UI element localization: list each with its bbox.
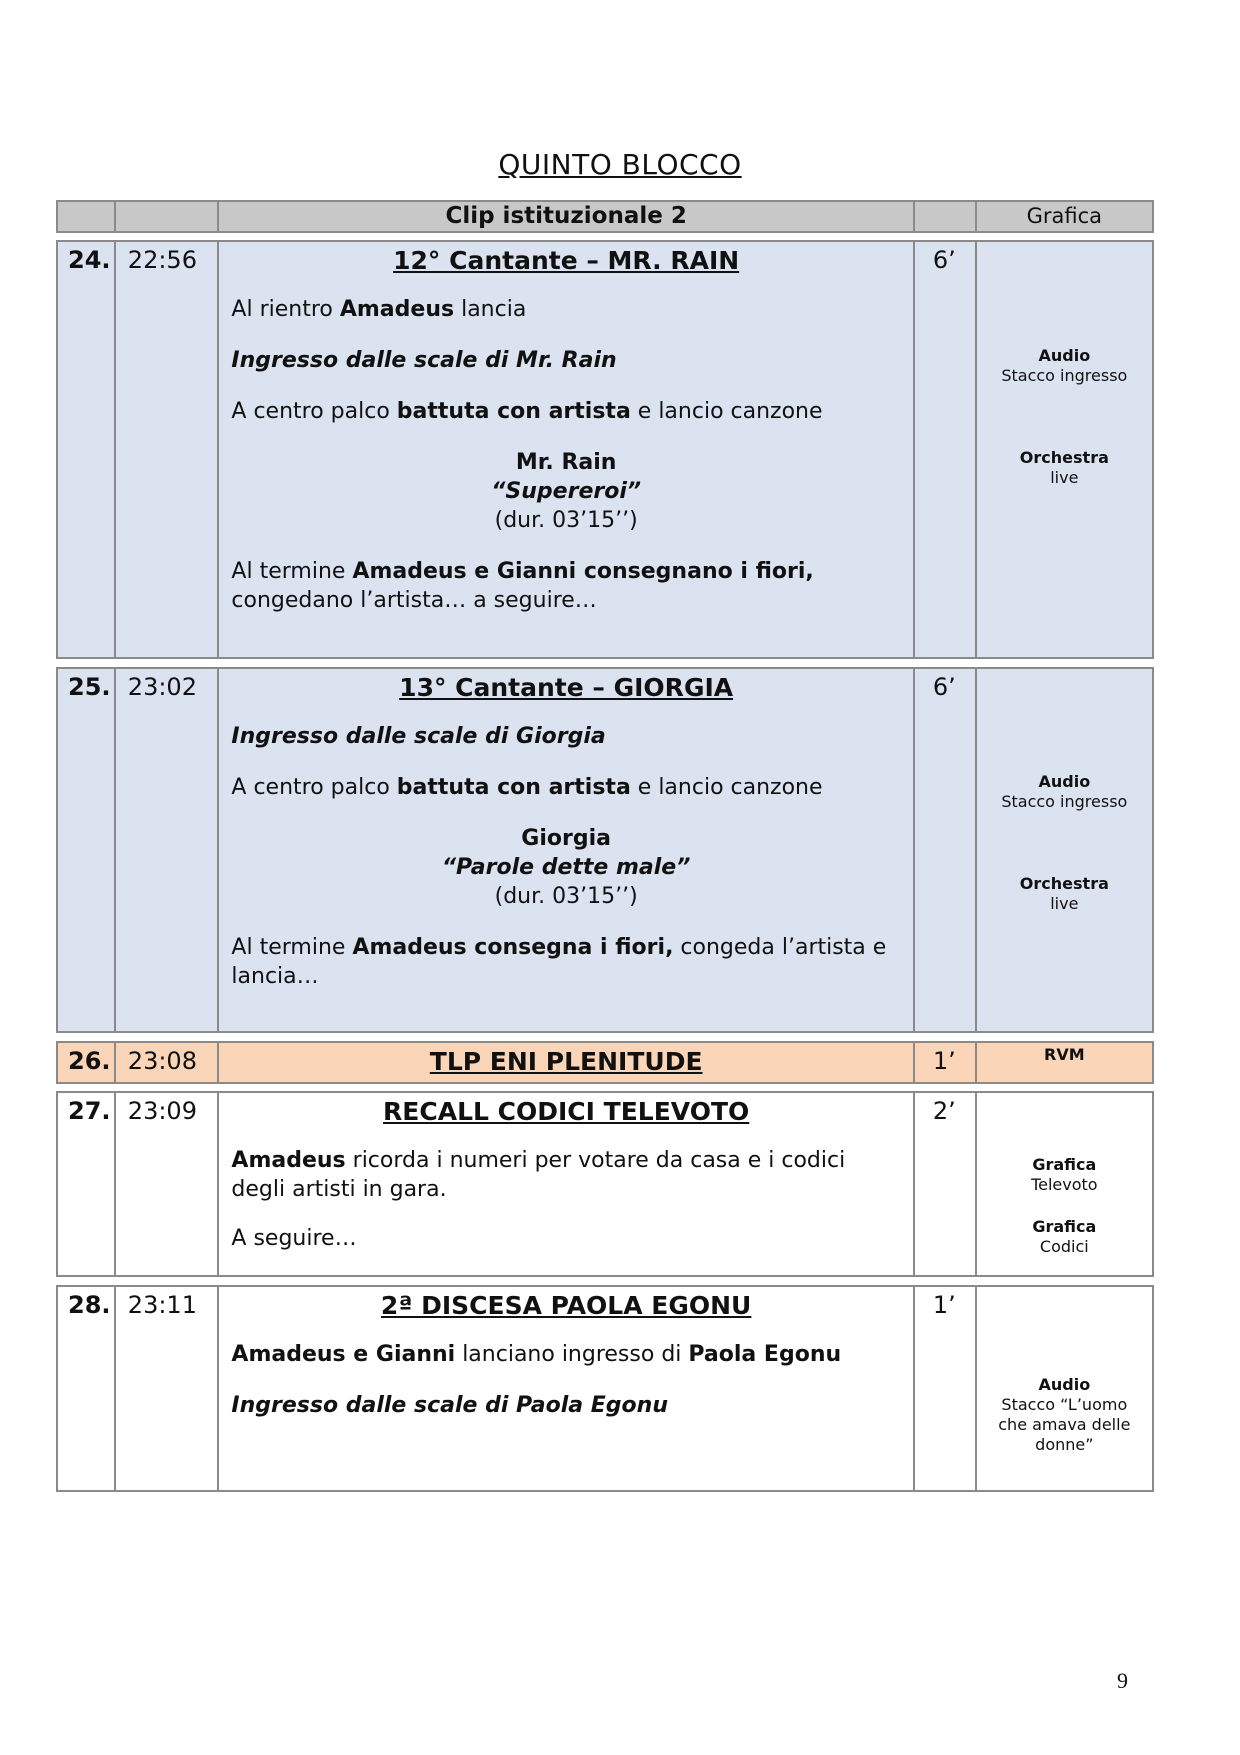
row-duration: 1’ xyxy=(932,1291,956,1319)
segment-line: Al termine Amadeus consegna i fiori, congeda l’artista e lancia… xyxy=(231,935,887,989)
segment-title: 12° Cantante – MR. RAIN xyxy=(393,246,740,275)
segment-line: Ingresso dalle scale di Giorgia xyxy=(231,724,606,749)
song-duration: (dur. 03’15’’) xyxy=(494,508,638,533)
row-duration: 6’ xyxy=(932,673,956,701)
table-row xyxy=(56,1091,1154,1277)
gfx-note: Audio Stacco “L’uomo che amava delle donne” xyxy=(998,1375,1131,1454)
row-number: 25. xyxy=(68,673,111,701)
segment-title: RECALL CODICI TELEVOTO xyxy=(383,1097,750,1126)
table-row xyxy=(56,1041,1154,1084)
gfx-note: Audio Stacco ingresso xyxy=(1001,346,1128,385)
table-row xyxy=(56,1285,1154,1492)
segment-line: Al termine Amadeus e Gianni consegnano i fiori, congedano l’artista… a seguire… xyxy=(231,559,814,613)
header-gfx: Grafica xyxy=(1026,204,1103,228)
row-number: 26. xyxy=(68,1047,111,1075)
table-header-row xyxy=(56,200,1154,233)
segment-title: 2ª DISCESA PAOLA EGONU xyxy=(380,1291,752,1320)
table-row xyxy=(56,240,1154,659)
segment-line: Amadeus ricorda i numeri per votare da casa e i codici degli artisti in gara. xyxy=(231,1148,846,1202)
segment-line: Ingresso dalle scale di Mr. Rain xyxy=(231,348,617,373)
row-duration: 1’ xyxy=(932,1047,956,1075)
header-segment: Clip istituzionale 2 xyxy=(219,202,914,231)
artist-name: Mr. Rain xyxy=(515,450,617,475)
segment-line: A centro palco battuta con artista e lancio canzone xyxy=(231,775,823,800)
segment-line: A seguire… xyxy=(231,1226,357,1251)
song-duration: (dur. 03’15’’) xyxy=(494,884,638,909)
gfx-note: RVM xyxy=(1044,1045,1085,1064)
gfx-note: Grafica Televoto xyxy=(1031,1155,1098,1194)
gfx-note: Orchestra live xyxy=(1019,874,1109,913)
artist-name: Giorgia xyxy=(521,826,611,851)
segment-line: Al rientro Amadeus lancia xyxy=(231,297,527,322)
segment-line: Ingresso dalle scale di Paola Egonu xyxy=(231,1393,668,1418)
row-time: 23:08 xyxy=(127,1047,197,1075)
gfx-note: Audio Stacco ingresso xyxy=(1001,772,1128,811)
row-number: 28. xyxy=(68,1291,111,1319)
segment-title: 13° Cantante – GIORGIA xyxy=(399,673,734,702)
row-time: 23:02 xyxy=(127,673,197,701)
song-title: “Parole dette male” xyxy=(441,855,691,880)
row-time: 23:09 xyxy=(127,1097,197,1125)
row-number: 27. xyxy=(68,1097,111,1125)
segment-title: TLP ENI PLENITUDE xyxy=(429,1047,703,1076)
row-number: 24. xyxy=(68,246,111,274)
row-time: 22:56 xyxy=(127,246,197,274)
page-title: QUINTO BLOCCO xyxy=(498,148,742,181)
gfx-note: Grafica Codici xyxy=(1032,1217,1097,1256)
row-duration: 6’ xyxy=(932,246,956,274)
song-title: “Supereroi” xyxy=(491,479,642,504)
song-block xyxy=(231,448,900,535)
gfx-note: Orchestra live xyxy=(1019,448,1109,487)
segment-line: A centro palco battuta con artista e lancio canzone xyxy=(231,399,823,424)
page-number: 9 xyxy=(1117,1668,1128,1693)
segment-line: Amadeus e Gianni lanciano ingresso di Paola Egonu xyxy=(231,1342,842,1367)
table-row xyxy=(56,667,1154,1033)
song-block xyxy=(231,824,900,911)
row-duration: 2’ xyxy=(932,1097,956,1125)
row-time: 23:11 xyxy=(127,1291,197,1319)
